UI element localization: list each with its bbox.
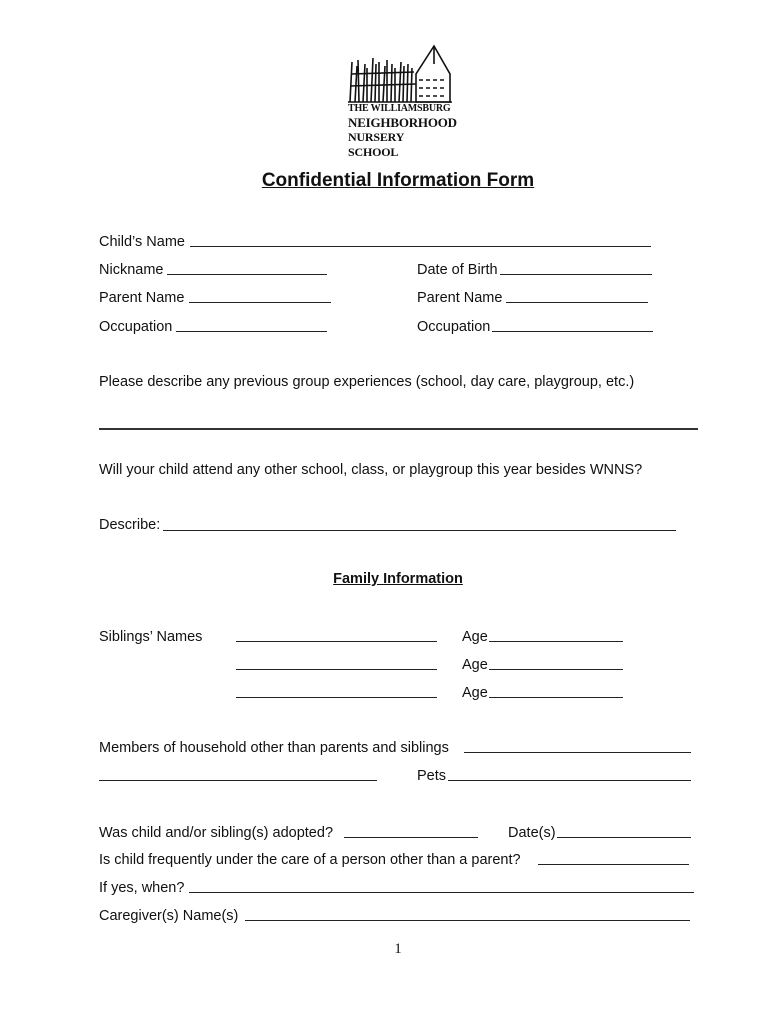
group-experience-answer-line[interactable] [99, 428, 698, 430]
childs-name-label: Child’s Name [99, 234, 185, 250]
describe-label: Describe: [99, 517, 161, 533]
logo-line-1: THE WILLIAMSBURG [348, 103, 451, 114]
other-care-field[interactable] [538, 864, 689, 865]
household-members-field-continued[interactable] [99, 780, 377, 781]
other-care-label: Is child frequently under the care of a person other than a parent? [99, 852, 521, 868]
sibling-name-field[interactable] [236, 669, 437, 670]
childs-name-field[interactable] [190, 246, 651, 247]
pets-field[interactable] [448, 780, 691, 781]
group-experience-prompt: Please describe any previous group experiences (school, day care, playgroup, etc.) [99, 374, 635, 390]
adopted-label: Was child and/or sibling(s) adopted? [99, 825, 334, 841]
describe-field[interactable] [163, 530, 676, 531]
sibling-age-field[interactable] [489, 697, 623, 698]
sibling-name-field[interactable] [236, 697, 437, 698]
school-building-icon [346, 44, 456, 104]
adopted-field[interactable] [344, 837, 478, 838]
page-number: 1 [394, 941, 402, 957]
family-information-heading: Family Information [333, 571, 463, 587]
household-members-field[interactable] [464, 752, 691, 753]
form-title: Confidential Information Form [261, 170, 535, 191]
parent-name-1-label: Parent Name [99, 290, 185, 306]
logo-line-3: NURSERY SCHOOL [348, 130, 404, 159]
occupation-2-field[interactable] [492, 331, 653, 332]
siblings-names-label: Siblings’ Names [99, 629, 203, 645]
date-of-birth-label: Date of Birth [417, 262, 498, 278]
occupation-2-label: Occupation [417, 319, 491, 335]
pets-label: Pets [417, 768, 447, 784]
nickname-label: Nickname [99, 262, 164, 278]
parent-name-1-field[interactable] [189, 302, 331, 303]
if-yes-when-field[interactable] [189, 892, 694, 893]
sibling-age-label: Age [462, 657, 488, 673]
household-members-label: Members of household other than parents and siblings [99, 740, 449, 756]
parent-name-2-label: Parent Name [417, 290, 503, 306]
parent-name-2-field[interactable] [506, 302, 648, 303]
sibling-age-label: Age [462, 629, 488, 645]
logo-line-2: NEIGHBORHOOD [348, 115, 457, 130]
occupation-1-field[interactable] [176, 331, 327, 332]
sibling-age-label: Age [462, 685, 488, 701]
caregiver-names-label: Caregiver(s) Name(s) [99, 908, 239, 924]
sibling-age-field[interactable] [489, 669, 623, 670]
dates-field[interactable] [557, 837, 691, 838]
occupation-1-label: Occupation [99, 319, 173, 335]
date-of-birth-field[interactable] [500, 274, 652, 275]
other-school-prompt: Will your child attend any other school, class, or playgroup this year besides WNNS? [99, 462, 643, 478]
nickname-field[interactable] [167, 274, 327, 275]
if-yes-when-label: If yes, when? [99, 880, 185, 896]
sibling-age-field[interactable] [489, 641, 623, 642]
caregiver-names-field[interactable] [245, 920, 690, 921]
dates-label: Date(s) [508, 825, 556, 841]
sibling-name-field[interactable] [236, 641, 437, 642]
